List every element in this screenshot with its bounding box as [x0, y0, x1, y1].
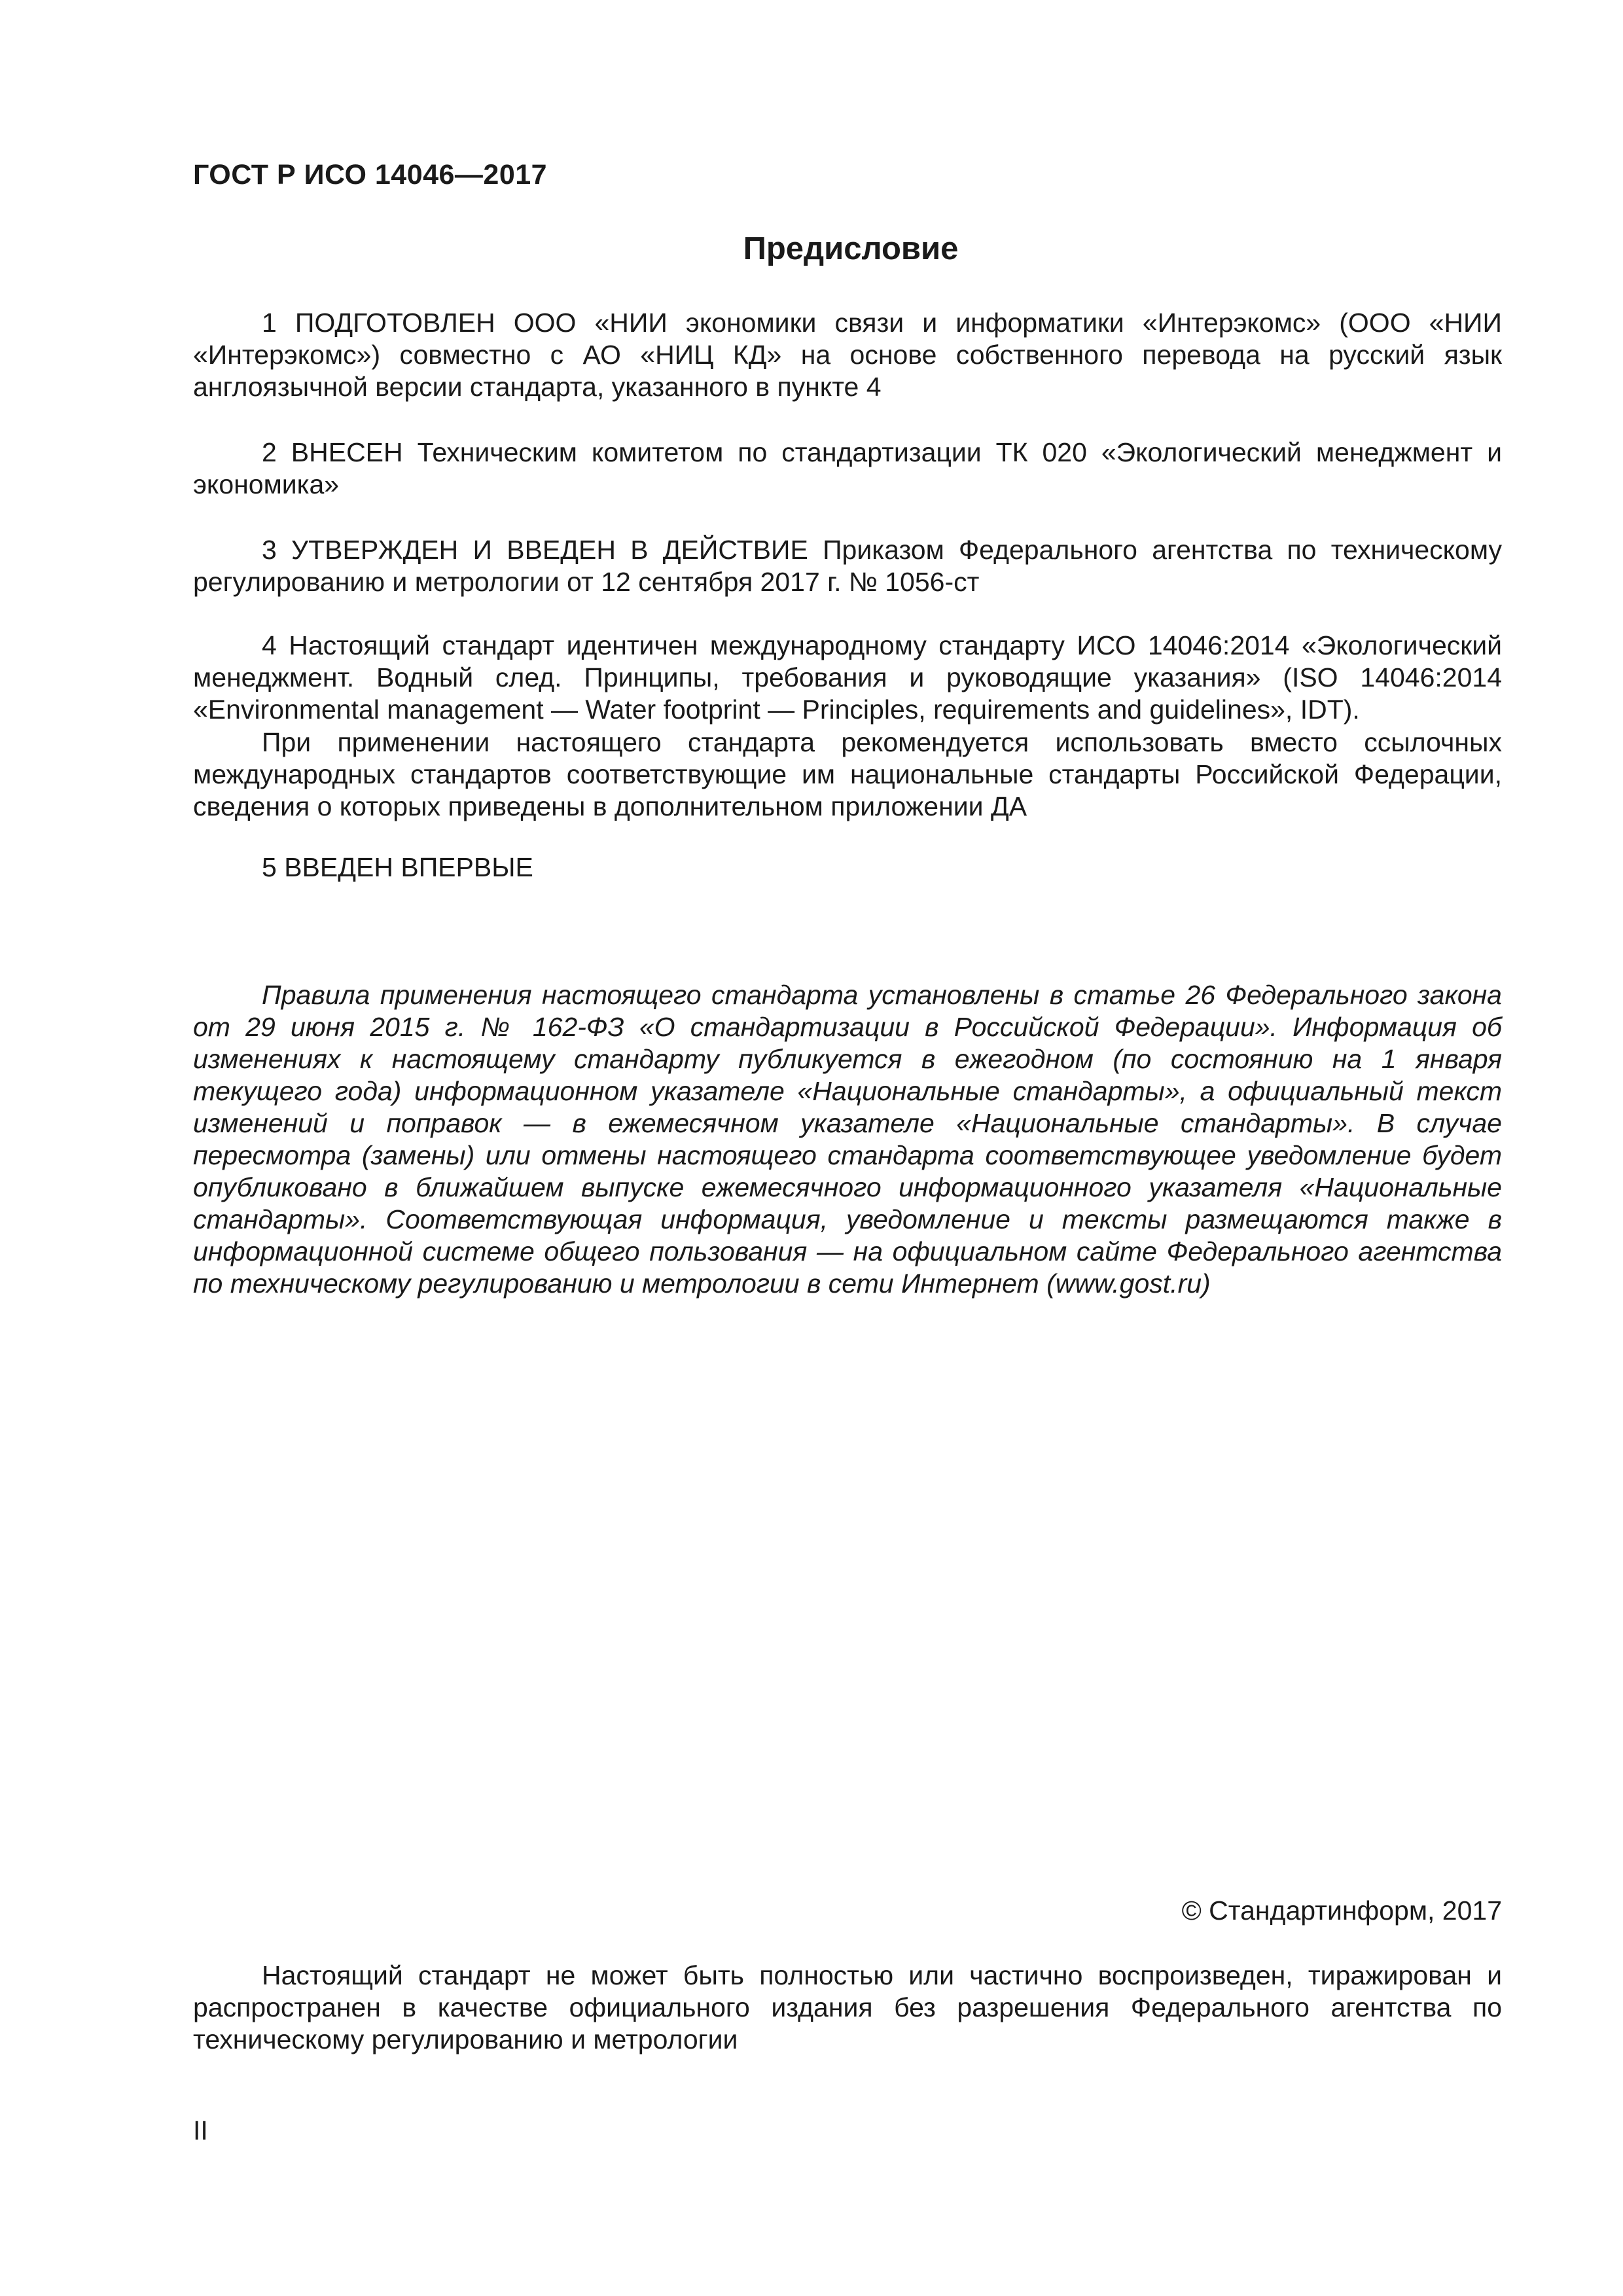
preface-item-4-note [193, 726, 1502, 823]
preface-item-3-text: 3 УТВЕРЖДЕН И ВВЕДЕН В ДЕЙСТВИЕ Приказом Федерального агентства по техническому регулированию и метрологии от 12 сентября 2017 г. № 1056-ст [193, 535, 1502, 597]
application-rules-notice-text: Правила применения настоящего стандарта установлены в статье 26 Федерального закона от 29 июня 2015 г. № 162-ФЗ «О стандартизации в Российской Федерации». Информация об изменениях к настоящему стандарту публикуется в ежегодном (по состоянию на 1 января текущего года) информационном указателе «Национальные стандарты», а официальный текст изменений и поправок — в ежемесячном указателе «Национальные стандарты». В случае пересмотра (замены) или отмены настоящего стандарта соответствующее уведомление будет опубликовано в ближайшем выпуске ежемесячного информационного указателя «Национальные стандарты». Соответствующая информация, уведомление и тексты размещаются также в информационной системе общего пользования — на официальном сайте Федерального агентства по техническому регулированию и метрологии в сети Интернет (www.gost.ru) [193, 980, 1502, 1299]
preface-item-1 [193, 307, 1502, 403]
copyright-line: © Стандартинформ, 2017 [1181, 1895, 1502, 1926]
document-code-header: ГОСТ Р ИСО 14046—2017 [193, 159, 548, 190]
preface-item-3 [193, 534, 1502, 598]
preface-item-4 [193, 630, 1502, 726]
application-rules-notice [193, 979, 1502, 1300]
preface-item-1-text: 1 ПОДГОТОВЛЕН ООО «НИИ экономики связи и информатики «Интерэкомс» (ООО «НИИ «Интерэкомс») совместно с АО «НИЦ КД» на основе собственного перевода на русский язык англоязычной версии стандарта, указанного в пункте 4 [193, 308, 1502, 402]
reprint-restriction [193, 1960, 1502, 2056]
page-number: II [193, 2115, 208, 2145]
page-title: Предисловие [743, 231, 959, 266]
preface-item-2 [193, 437, 1502, 501]
preface-item-4-note-text: При применении настоящего стандарта рекомендуется использовать вместо ссылочных международных стандартов соответствующие им национальные стандарты Российской Федерации, сведения о которых приведены в дополнительном приложении ДА [193, 727, 1502, 821]
preface-item-5 [193, 852, 1502, 884]
preface-item-4-text: 4 Настоящий стандарт идентичен международному стандарту ИСО 14046:2014 «Экологический менеджмент. Водный след. Принципы, требования и руководящие указания» (ISO 14046:2014 «Environmental management — Water footprint — Principles, requirements and guidelines», IDT). [193, 630, 1502, 725]
reprint-restriction-text: Настоящий стандарт не может быть полностью или частично воспроизведен, тиражирован и распространен в качестве официального издания без разрешения Федерального агентства по техническому регулированию и метрологии [193, 1960, 1502, 2054]
preface-item-5-text: 5 ВВЕДЕН ВПЕРВЫЕ [262, 852, 533, 882]
preface-item-2-text: 2 ВНЕСЕН Техническим комитетом по стандартизации ТК 020 «Экологический менеджмент и экономика» [193, 437, 1502, 499]
